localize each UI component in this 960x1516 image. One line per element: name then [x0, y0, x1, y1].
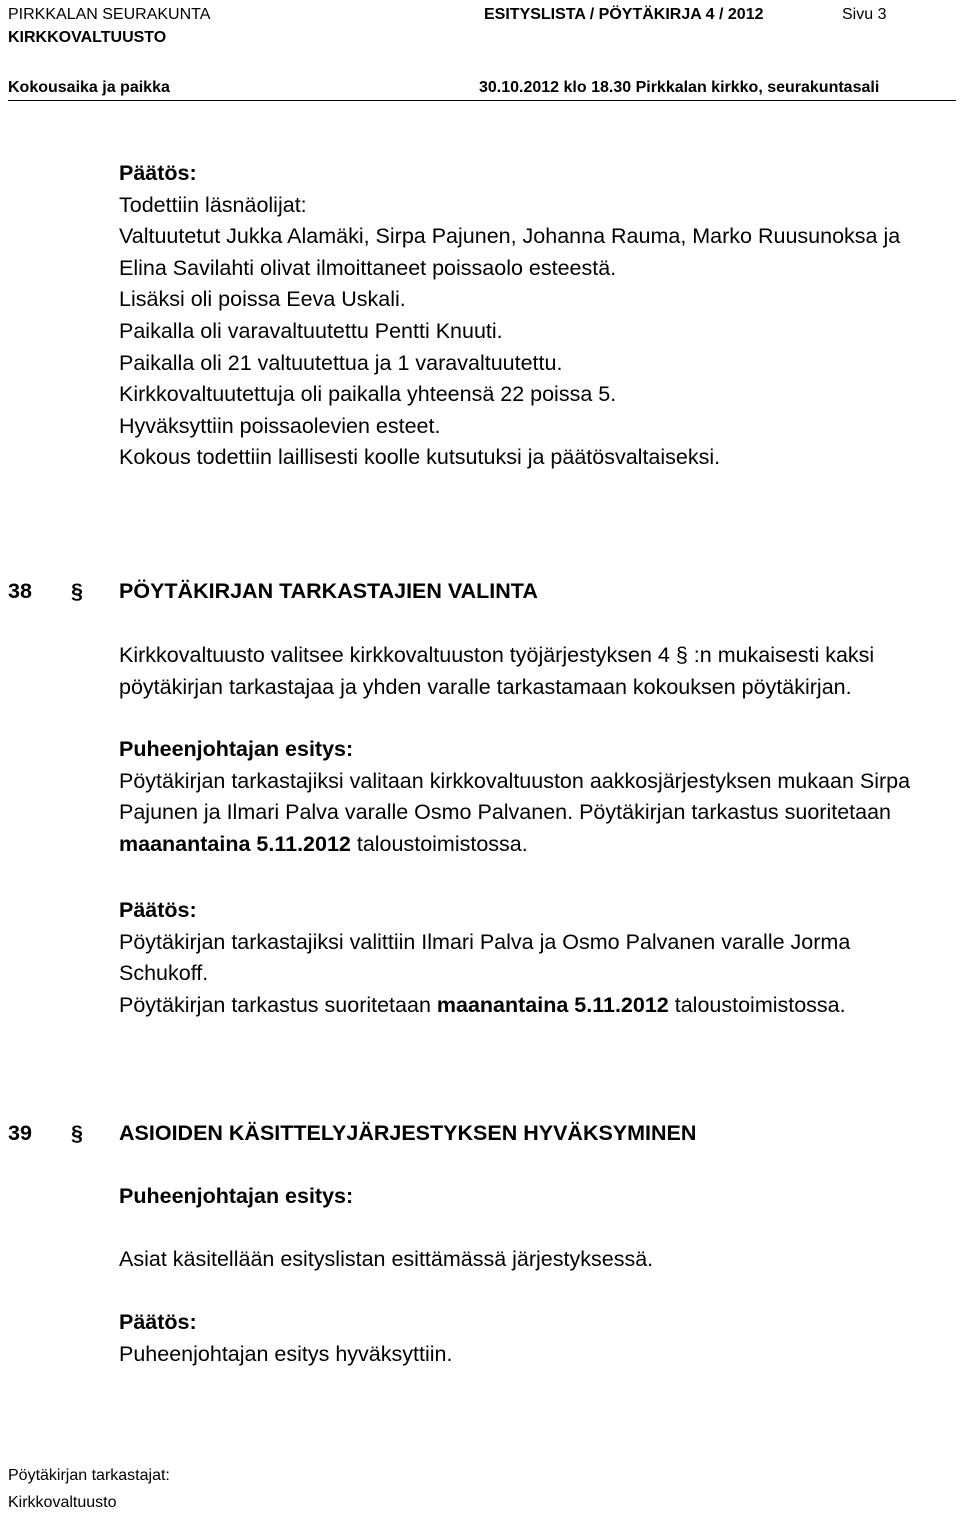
section-38-body: [119, 640, 959, 703]
section-title: PÖYTÄKIRJAN TARKASTAJIEN VALINTA: [119, 579, 538, 603]
header-body-name: KIRKKOVALTUUSTO: [8, 29, 167, 46]
intro-line: Paikalla oli 21 valtuutettua ja 1 varavaltuutettu.: [119, 350, 563, 375]
proposal-label: Puheenjohtajan esitys:: [119, 1184, 354, 1208]
section-39-proposal-text: [119, 1244, 959, 1276]
section-number: 38: [8, 579, 32, 603]
decision-line: Pöytäkirjan tarkastajiksi valittiin Ilmari Palva ja Osmo Palvanen varalle Jorma: [119, 929, 851, 954]
decision-line: [119, 990, 959, 1022]
body-line: pöytäkirjan tarkastajaa ja yhden varalle tarkastamaan kokouksen pöytäkirjan.: [119, 674, 852, 699]
intro-line: Paikalla oli varavaltuutettu Pentti Knuuti.: [119, 318, 503, 343]
decision-date: maanantaina 5.11.2012: [436, 992, 669, 1017]
intro-decision-block: [119, 158, 959, 474]
header-meeting-label: Kokousaika ja paikka: [8, 79, 170, 96]
proposal-place: taloustoimistossa.: [350, 831, 528, 856]
section-39-heading: [8, 1119, 956, 1147]
section-number: 39: [8, 1121, 32, 1145]
section-38-proposal: [119, 734, 959, 860]
intro-line: Hyväksyttiin poissaolevien esteet.: [119, 413, 441, 438]
proposal-line: [119, 829, 959, 861]
decision-label: Päätös:: [119, 898, 197, 922]
proposal-line: Asiat käsitellään esityslistan esittämässä järjestyksessä.: [119, 1247, 654, 1271]
decision-label: Päätös:: [119, 161, 197, 185]
decision-line: Schukoff.: [119, 961, 209, 986]
intro-line: Todettiin läsnäolijat:: [119, 192, 307, 217]
header-divider: [8, 100, 956, 101]
section-mark: §: [71, 579, 83, 603]
header-meeting-value: 30.10.2012 klo 18.30 Pirkkalan kirkko, seurakuntasali: [479, 79, 880, 96]
decision-line: Puheenjohtajan esitys hyväksyttiin.: [119, 1341, 453, 1366]
section-38-decision: [119, 895, 959, 1021]
proposal-line: Pöytäkirjan tarkastajiksi valitaan kirkkovaltuuston aakkosjärjestyksen mukaan Sirpa: [119, 768, 911, 793]
intro-line: Kirkkovaltuutettuja oli paikalla yhteensä 22 poissa 5.: [119, 382, 617, 407]
section-39-decision: [119, 1307, 959, 1370]
footer-reviewers-label: Pöytäkirjan tarkastajat:: [8, 1467, 170, 1484]
section-mark: §: [71, 1121, 83, 1145]
intro-line: Kokous todettiin laillisesti koolle kutsutuksi ja päätösvaltaiseksi.: [119, 445, 721, 470]
decision-place: taloustoimistossa.: [668, 992, 846, 1017]
section-39-proposal-label: [119, 1181, 959, 1213]
decision-prefix: Pöytäkirjan tarkastus suoritetaan: [119, 992, 437, 1017]
intro-line: Lisäksi oli poissa Eeva Uskali.: [119, 287, 406, 312]
intro-line: Elina Savilahti olivat ilmoittaneet poissaolo esteestä.: [119, 255, 617, 280]
intro-line: Valtuutetut Jukka Alamäki, Sirpa Pajunen, Johanna Rauma, Marko Ruusunoksa ja: [119, 224, 901, 249]
proposal-date: maanantaina 5.11.2012: [119, 831, 351, 856]
decision-label: Päätös:: [119, 1310, 197, 1334]
section-title: ASIOIDEN KÄSITTELYJÄRJESTYKSEN HYVÄKSYMINEN: [119, 1121, 697, 1145]
section-38-heading: [8, 577, 956, 605]
proposal-line: Pajunen ja Ilmari Palva varalle Osmo Palvanen. Pöytäkirjan tarkastus suoritetaan: [119, 800, 891, 825]
header-organization: PIRKKALAN SEURAKUNTA: [8, 6, 211, 23]
header-document-title: ESITYSLISTA / PÖYTÄKIRJA 4 / 2012: [484, 6, 764, 23]
footer-body-name: Kirkkovaltuusto: [8, 1494, 117, 1511]
proposal-label: Puheenjohtajan esitys:: [119, 737, 354, 761]
header-page-number: Sivu 3: [842, 6, 887, 23]
body-line: Kirkkovaltuusto valitsee kirkkovaltuuston työjärjestyksen 4 § :n mukaisesti kaksi: [119, 643, 875, 667]
